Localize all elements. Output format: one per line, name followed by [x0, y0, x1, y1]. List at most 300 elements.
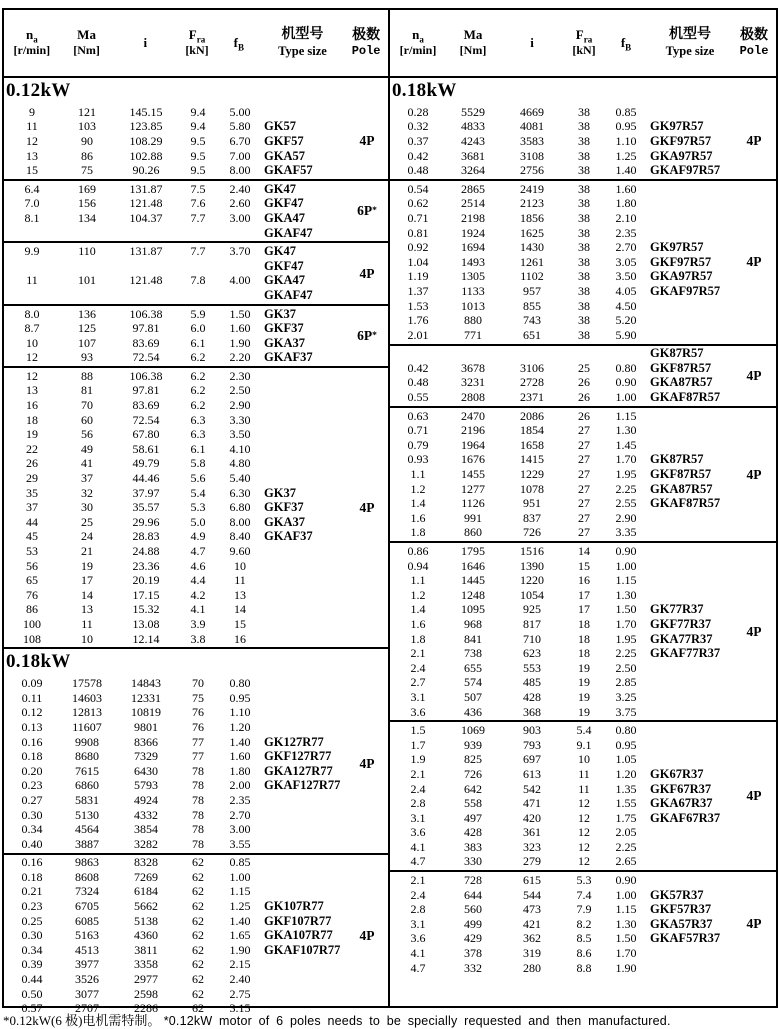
cell-fb: 5.80 [229, 119, 251, 134]
table-row [4, 588, 346, 603]
cell-fb: 0.90 [615, 544, 637, 559]
cell-fra: 14 [578, 544, 590, 559]
cell-fb: 2.50 [615, 660, 637, 675]
cell-ma: 13 [81, 602, 93, 617]
table-row [390, 723, 732, 738]
table-row [390, 544, 732, 559]
cell-fra: 78 [192, 763, 204, 778]
table-row [390, 559, 732, 574]
cell-ma: 11607 [72, 719, 102, 734]
cell-ma: 1924 [461, 225, 485, 240]
cell-na: 0.21 [21, 884, 43, 899]
cell-fb: 1.10 [615, 133, 637, 148]
pole-cell: 6P * [357, 203, 377, 219]
cell-model: GKAF107R77 [264, 942, 341, 957]
cell-ma: 25 [81, 514, 93, 529]
cell-i: 2977 [134, 972, 158, 987]
ratio-block [390, 181, 776, 346]
table-row [390, 270, 732, 285]
cell-i: 35.57 [132, 500, 160, 515]
cell-i: 97.81 [132, 321, 160, 336]
col-header-pole: 极数 Pole [739, 27, 769, 58]
cell-i: 1220 [520, 573, 544, 588]
cell-fb: 1.40 [229, 734, 251, 749]
cell-fb: 1.15 [229, 884, 251, 899]
cell-fb: 0.85 [615, 104, 637, 119]
cell-i: 106.38 [129, 306, 163, 321]
table-row [390, 438, 732, 453]
ratio-block-rows [390, 872, 732, 976]
cell-i: 10819 [131, 705, 161, 720]
cell-na: 26 [26, 456, 38, 471]
table-row [4, 442, 346, 457]
cell-fra: 12 [578, 796, 590, 811]
cell-na: 0.42 [407, 148, 429, 163]
cell-fb: 1.25 [615, 148, 637, 163]
ratio-block-rows [4, 306, 346, 366]
cell-i: 697 [523, 752, 541, 767]
pole-cell: 4P [746, 254, 762, 270]
table-row [390, 738, 732, 753]
cell-fra: 17 [578, 602, 590, 617]
cell-ma: 107 [78, 335, 96, 350]
cell-i: 3108 [520, 148, 544, 163]
cell-fb: 0.95 [615, 737, 637, 752]
ratio-block [4, 243, 388, 305]
cell-na: 1.5 [410, 723, 426, 738]
table-row [4, 244, 346, 259]
cell-na: 22 [26, 441, 38, 456]
table-row [390, 105, 732, 120]
cell-fb: 3.35 [615, 525, 637, 540]
cell-model: GK37 [264, 306, 296, 321]
cell-ma: 3977 [75, 957, 99, 972]
table-row [4, 735, 346, 750]
col-header-fra: $F_{ra}$ [kN] [572, 27, 596, 58]
cell-i: 3811 [134, 942, 158, 957]
cell-fra: 78 [192, 822, 204, 837]
cell-fra: 62 [192, 972, 204, 987]
cell-ma: 7615 [75, 763, 99, 778]
cell-i: 1415 [520, 452, 544, 467]
cell-na: 0.63 [407, 408, 429, 423]
cell-na: 0.50 [21, 986, 43, 1001]
cell-fb: 1.10 [229, 705, 251, 720]
table-row [4, 288, 346, 303]
cell-fb: 0.90 [615, 375, 637, 390]
col-header-type-size: 机型号 Type size [665, 27, 715, 59]
cell-ma: 1445 [461, 573, 485, 588]
cell-fra: 7.8 [190, 273, 206, 288]
table-row [4, 149, 346, 164]
table-row [4, 972, 346, 987]
cell-i: 102.88 [129, 148, 163, 163]
cell-na: 0.27 [21, 792, 43, 807]
table-row [390, 390, 732, 405]
cell-ma: 436 [464, 704, 482, 719]
cell-i: 3854 [134, 822, 158, 837]
table-row [390, 182, 732, 197]
cell-fra: 27 [578, 437, 590, 452]
cell-i: 131.87 [129, 244, 163, 259]
cell-fra: 38 [578, 254, 590, 269]
cell-i: 817 [523, 616, 541, 631]
cell-na: 53 [26, 544, 38, 559]
cell-na: 0.34 [21, 822, 43, 837]
cell-ma: 32 [81, 485, 93, 500]
cell-ma: 4513 [75, 942, 99, 957]
cell-i: 29.96 [132, 514, 160, 529]
cell-i: 1054 [520, 587, 544, 602]
cell-fb: 1.65 [229, 928, 251, 943]
cell-model: GKF97R57 [650, 133, 712, 148]
cell-fra: 38 [578, 148, 590, 163]
cell-fra: 7.7 [190, 210, 206, 225]
table-row [390, 361, 732, 376]
cell-i: 2123 [520, 196, 544, 211]
cell-fb: 1.95 [615, 631, 637, 646]
table-row [4, 211, 346, 226]
table-row [390, 573, 732, 588]
cell-na: 100 [23, 616, 41, 631]
cell-na: 3.6 [410, 931, 426, 946]
cell-na: 9 [29, 104, 35, 119]
cell-fb: 8.00 [229, 514, 251, 529]
cell-i: 58.61 [132, 441, 160, 456]
cell-fra: 70 [192, 676, 204, 691]
cell-ma: 7324 [75, 884, 99, 899]
cell-fra: 4.1 [190, 602, 206, 617]
table-row [390, 661, 732, 676]
cell-ma: 60 [81, 412, 93, 427]
cell-na: 0.25 [21, 913, 43, 928]
cell-fb: 1.40 [229, 913, 251, 928]
cell-fb: 3.50 [615, 269, 637, 284]
cell-fb: 1.80 [615, 196, 637, 211]
cell-i: 319 [523, 946, 541, 961]
cell-fb: 15 [234, 616, 246, 631]
cell-na: 37 [26, 500, 38, 515]
column-header-row [390, 10, 776, 78]
table-row [390, 526, 732, 541]
cell-na: 1.4 [410, 496, 426, 511]
table-row [390, 328, 732, 343]
table-row [4, 321, 346, 336]
cell-model: GKA57R37 [650, 916, 713, 931]
cell-model: GKA87R57 [650, 375, 713, 390]
cell-i: 9801 [134, 719, 158, 734]
table-row [4, 274, 346, 289]
cell-model: GKAF57 [264, 163, 313, 178]
cell-model: GKAF77R37 [650, 646, 721, 661]
cell-fra: 38 [578, 163, 590, 178]
cell-fra: 5.9 [190, 306, 206, 321]
cell-na: 2.01 [407, 327, 429, 342]
section-title: 0.18kW [392, 80, 457, 101]
col-header-pole: 极数 Pole [351, 27, 381, 58]
cell-i: 44.46 [132, 471, 160, 486]
cell-model: GKA57 [264, 148, 305, 163]
pole-cell: 6P * [357, 327, 377, 343]
cell-na: 0.55 [407, 390, 429, 405]
ratio-block-rows [4, 181, 346, 241]
cell-i: 280 [523, 960, 541, 975]
cell-i: 67.80 [132, 427, 160, 442]
cell-fra: 18 [578, 631, 590, 646]
column-header-row [4, 10, 388, 78]
cell-ma: 860 [464, 525, 482, 540]
cell-na: 1.6 [410, 510, 426, 525]
cell-ma: 169 [78, 181, 96, 196]
cell-i: 1516 [520, 544, 544, 559]
cell-fra: 18 [578, 616, 590, 631]
cell-fra: 5.3 [576, 873, 592, 888]
cell-ma: 17578 [72, 676, 102, 691]
cell-i: 4669 [520, 104, 544, 119]
cell-fb: 13 [234, 587, 246, 602]
cell-i: 951 [523, 496, 541, 511]
footnote [3, 1010, 777, 1029]
cell-fb: 2.25 [615, 481, 637, 496]
cell-fra: 62 [192, 942, 204, 957]
cell-ma: 726 [464, 766, 482, 781]
ratio-block-rows [4, 675, 346, 852]
ratio-block-rows [390, 543, 732, 720]
section-title: 0.12kW [6, 80, 71, 101]
cell-ma: 1646 [461, 558, 485, 573]
cell-i: 428 [523, 689, 541, 704]
cell-i: 2419 [520, 181, 544, 196]
cell-i: 108.29 [129, 133, 163, 148]
table-row [390, 120, 732, 135]
cell-fb: 2.35 [229, 792, 251, 807]
table-row [390, 423, 732, 438]
col-header-i: i [143, 34, 148, 50]
cell-fra: 11 [578, 766, 590, 781]
cell-na: 1.53 [407, 298, 429, 313]
cell-i: 8328 [134, 855, 158, 870]
cell-model: GKF67R37 [650, 781, 712, 796]
table-row [390, 255, 732, 270]
ratio-block-rows [390, 181, 732, 344]
cell-fb: 1.20 [229, 719, 251, 734]
cell-fb: 6.70 [229, 133, 251, 148]
cell-fra: 8.6 [576, 946, 592, 961]
cell-na: 3.1 [410, 810, 426, 825]
table-row [390, 855, 732, 870]
table-row [390, 376, 732, 391]
cell-i: 23.36 [132, 558, 160, 573]
table-row [390, 453, 732, 468]
cell-na: 65 [26, 573, 38, 588]
table-row [4, 427, 346, 442]
ratio-block [390, 543, 776, 722]
cell-fb: 2.25 [615, 646, 637, 661]
cell-i: 542 [523, 781, 541, 796]
table-row [4, 384, 346, 399]
table-row [4, 559, 346, 574]
cell-ma: 1493 [461, 254, 485, 269]
cell-i: 855 [523, 298, 541, 313]
cell-fb: 4.05 [615, 283, 637, 298]
cell-fb: 14 [234, 602, 246, 617]
table-row [390, 690, 732, 705]
cell-na: 12 [26, 350, 38, 365]
cell-ma: 1694 [461, 240, 485, 255]
col-header-fra: $F_{ra}$ [kN] [185, 27, 209, 58]
cell-i: 83.69 [132, 398, 160, 413]
cell-model: GKF107R77 [264, 913, 332, 928]
table-row [390, 588, 732, 603]
ratio-block [4, 675, 388, 854]
cell-i: 13.08 [132, 616, 160, 631]
table-row [390, 284, 732, 299]
cell-fb: 3.50 [229, 427, 251, 442]
cell-na: 4.1 [410, 839, 426, 854]
table-row [4, 471, 346, 486]
cell-na: 1.76 [407, 313, 429, 328]
table-row [390, 840, 732, 855]
cell-i: 925 [523, 602, 541, 617]
col-header-fb: $f_B$ [233, 34, 244, 53]
cell-i: 957 [523, 283, 541, 298]
cell-na: 0.71 [407, 210, 429, 225]
cell-na: 0.71 [407, 423, 429, 438]
cell-fb: 1.50 [615, 931, 637, 946]
cell-fra: 4.7 [190, 544, 206, 559]
cell-fra: 25 [578, 360, 590, 375]
ratio-block-rows [390, 722, 732, 870]
table-row [4, 134, 346, 149]
cell-fra: 27 [578, 496, 590, 511]
cell-i: 2371 [520, 390, 544, 405]
table-row [390, 826, 732, 841]
cell-model: GK57 [264, 119, 296, 134]
cell-fb: 2.60 [229, 196, 251, 211]
footnote-english: *0.12kW motor of 6 poles needs to be specially requested and then manufactured. [163, 1014, 671, 1028]
cell-i: 5138 [134, 913, 158, 928]
cell-ma: 3231 [461, 375, 485, 390]
cell-na: 4.7 [410, 854, 426, 869]
cell-fb: 2.85 [615, 675, 637, 690]
table-row [4, 779, 346, 794]
cell-ma: 1964 [461, 437, 485, 452]
cell-i: 17.15 [132, 587, 160, 602]
table-row [390, 313, 732, 328]
power-section [4, 649, 388, 1017]
cell-ma: 8680 [75, 749, 99, 764]
cell-fra: 78 [192, 778, 204, 793]
cell-fra: 7.4 [576, 887, 592, 902]
table-row [390, 917, 732, 932]
cell-fra: 10 [578, 752, 590, 767]
cell-na: 1.1 [410, 467, 426, 482]
cell-fra: 26 [578, 408, 590, 423]
cell-i: 83.69 [132, 335, 160, 350]
cell-i: 1856 [520, 210, 544, 225]
cell-ma: 12813 [72, 705, 102, 720]
table-row [390, 676, 732, 691]
ratio-block [4, 181, 388, 243]
cell-i: 5793 [134, 778, 158, 793]
cell-fb: 2.90 [615, 510, 637, 525]
cell-fb: 2.15 [229, 957, 251, 972]
cell-ma: 880 [464, 313, 482, 328]
cell-ma: 2196 [461, 423, 485, 438]
table-row [390, 496, 732, 511]
cell-na: 2.8 [410, 796, 426, 811]
cell-na: 15 [26, 163, 38, 178]
cell-model: GK47 [264, 181, 296, 196]
table-row [4, 603, 346, 618]
cell-fra: 8.2 [576, 916, 592, 931]
table-row [4, 457, 346, 472]
cell-na: 1.9 [410, 752, 426, 767]
cell-i: 4924 [134, 792, 158, 807]
cell-fra: 9.5 [190, 148, 206, 163]
cell-i: 279 [523, 854, 541, 869]
cell-ma: 428 [464, 825, 482, 840]
cell-ma: 5130 [75, 807, 99, 822]
table-row [4, 120, 346, 135]
cell-na: 0.94 [407, 558, 429, 573]
cell-i: 3282 [134, 836, 158, 851]
cell-ma: 1795 [461, 544, 485, 559]
cell-ma: 378 [464, 946, 482, 961]
cell-na: 0.11 [21, 690, 43, 705]
cell-fra: 62 [192, 913, 204, 928]
cell-fra: 77 [192, 749, 204, 764]
cell-ma: 3264 [461, 163, 485, 178]
cell-na: 0.16 [21, 855, 43, 870]
ratio-block [390, 722, 776, 872]
cell-fra: 62 [192, 928, 204, 943]
cell-fra: 7.6 [190, 196, 206, 211]
cell-model: GK77R37 [650, 602, 704, 617]
cell-na: 1.2 [410, 587, 426, 602]
pole-cell: 4P [359, 265, 375, 281]
cell-fra: 9.5 [190, 163, 206, 178]
cell-model: GK87R57 [650, 346, 704, 361]
cell-i: 72.54 [132, 412, 160, 427]
cell-fra: 19 [578, 704, 590, 719]
table-row [390, 796, 732, 811]
cell-fra: 12 [578, 810, 590, 825]
cell-na: 29 [26, 471, 38, 486]
cell-na: 2.7 [410, 675, 426, 690]
cell-i: 1261 [520, 254, 544, 269]
cell-model: GKF77R37 [650, 616, 712, 631]
cell-na: 9.9 [24, 244, 40, 259]
cell-fra: 4.4 [190, 573, 206, 588]
cell-model: GKA37 [264, 335, 305, 350]
cell-na: 6.4 [24, 181, 40, 196]
cell-fra: 27 [578, 423, 590, 438]
cell-fra: 7.5 [190, 181, 206, 196]
cell-fb: 2.55 [615, 496, 637, 511]
cell-na: 1.2 [410, 481, 426, 496]
cell-model: GKA97R57 [650, 148, 713, 163]
section-title: 0.18kW [6, 651, 71, 673]
cell-fb: 3.55 [229, 836, 251, 851]
cell-fb: 11 [234, 573, 246, 588]
cell-fb: 2.70 [229, 807, 251, 822]
table-row [4, 793, 346, 808]
table-row [390, 511, 732, 526]
cell-fb: 3.30 [229, 412, 251, 427]
cell-na: 16 [26, 398, 38, 413]
table-row [390, 299, 732, 314]
